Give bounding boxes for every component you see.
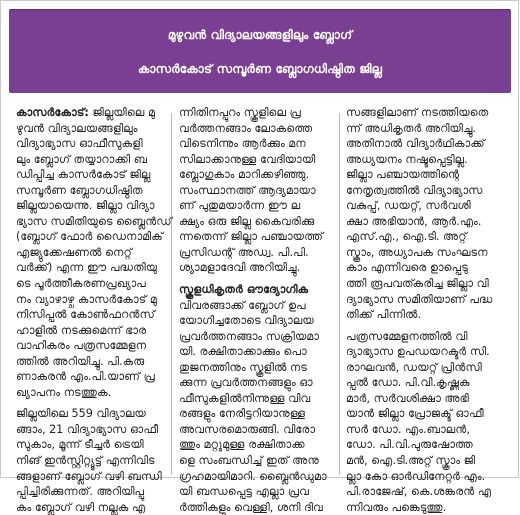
article-text-line <box>16 307 164 323</box>
line-text: പ്രവര്‍ത്തനങ്ങാം സക്രിയമാ <box>179 329 320 343</box>
article-column-3 <box>346 105 506 515</box>
line-text: പി.രാജേഷ്, കെ.ശങ്കരന്‍ എ <box>346 485 492 499</box>
article-text-line <box>179 406 332 422</box>
line-text: ങ്ങാം, 21 വിദ്യാഭ്യാസ ഓഫീ <box>16 422 159 436</box>
line-text: കാം എന്നിവരെ ഉാപ്പെടു <box>346 261 468 275</box>
line-text: (ബ്ലോഗ് ഫോര്‍ ഡൈനാമിക് <box>16 230 163 244</box>
line-text: യി. രക്ഷിതാക്കാക്കും പൊ <box>179 345 307 359</box>
line-text: ക്ഷ്യം ഒരു ജില്ല കൈവരിക്കു <box>179 214 315 228</box>
article-text-line <box>346 183 506 199</box>
article-column-1 <box>16 105 172 515</box>
article-text-line <box>346 167 506 183</box>
line-text: സംസ്ഥാനത്ത് ആദ്യമായാ <box>179 183 316 197</box>
article-text-line <box>179 298 332 314</box>
line-text: പത്രസമ്മേളനത്തില്‍ വി <box>346 329 468 343</box>
article-text-line <box>16 484 164 500</box>
line-text: ദ്യാഭ്യാസ സമിതിയാണ് പദ്ധ <box>346 292 493 306</box>
line-text: ഖ്യാപനം നടത്തുക. <box>16 385 112 399</box>
article-text-line <box>346 469 506 485</box>
article-text-line <box>179 229 332 245</box>
line-text: ണാകരന്‍ എം.പി.യാണ് പ്ര <box>16 370 155 384</box>
line-text: വര്‍ത്തനങ്ങാം ലോകത്തെ <box>179 121 313 135</box>
line-text: ളെ സംബന്ധിച്ച് ഇത് അനു <box>179 454 319 468</box>
line-text: വിദ്യാഭ്യാസ ഓഫീസുകളി <box>16 137 143 151</box>
line-text: വകുപ്പ്, ഡയറ്റ്, സര്‍വശി <box>346 199 471 213</box>
headline-line-1: മുഴുവന്‍ വിദ്യാലയങ്ങളിലും ബ്ലോഗ് <box>167 28 353 42</box>
article-text-line <box>179 152 332 168</box>
article-text-line <box>346 260 506 276</box>
article-text-line <box>179 260 332 276</box>
headline-line-2: കാസര്‍കോട് സമ്പൂര്‍ണ ബ്ലോഗധിഷ്ഠിത ജില്ല <box>137 62 383 76</box>
article-text-line <box>16 385 164 401</box>
article-text-line <box>346 484 506 500</box>
article-text-line <box>16 406 164 422</box>
line-text: ന്നതെന്ന് ജില്ലാ പഞ്ചായത്ത് <box>179 230 324 244</box>
line-text: ജില്ലയിലെ മു <box>88 106 155 119</box>
line-text: അധ്യയനം നഷ്ടപ്പെട്ടില്ല. <box>346 152 468 166</box>
article-text-line <box>16 198 164 214</box>
line-text: എജ്യുക്കേഷണല്‍ നെറ്റ് <box>16 245 132 259</box>
line-text: നേതൃത്വത്തില്‍ വിദ്യാഭ്യാസ <box>346 183 483 197</box>
article-text-line <box>346 105 506 121</box>
line-text: പ്പിച്ചിരിക്കുന്നത്. അറിയിപ്പു <box>16 485 145 499</box>
line-text: വര്‍ക്ക്) എന്ന ഈ പദ്ധതിയു <box>16 261 158 275</box>
line-text: ന്നിവരും പങ്കെടുത്തു. <box>346 500 447 514</box>
article-text-line <box>16 338 164 354</box>
article-text-line <box>16 276 164 292</box>
line-text: ലും ബ്ലോഗ് തയ്യാറാക്കി ബ <box>16 152 148 166</box>
article-text-line <box>346 307 506 323</box>
headline-banner <box>9 9 511 93</box>
article-text-line <box>346 136 506 152</box>
article-text-line <box>179 500 332 515</box>
article-column-2 <box>179 105 332 515</box>
article-text-line <box>16 245 164 261</box>
column-divider <box>339 113 340 475</box>
article-text-line <box>179 214 332 230</box>
article-text-line <box>346 360 506 376</box>
line-text: ത്തും മറ്റുമുള്ള രക്ഷിതാക്ക <box>179 438 305 452</box>
line-text: ഭ്യാസ സമിതിയുടെ ബ്ലൈന്‍ഡ് <box>16 214 172 228</box>
line-text: ഫീസുകളില്‍നിന്നുള്ള വിവ <box>179 391 311 405</box>
article-text-line <box>346 276 506 292</box>
line-text: ന്ന് അധികൃതര്‍ അറിയിച്ചു. <box>346 121 477 135</box>
line-text: പ്രസിഡന്റ് അഡ്വ. പി.പി. <box>179 245 309 259</box>
article-text-line <box>16 183 164 199</box>
line-text: ത്തില്‍ അറിയിച്ചു. പി.കരു <box>16 354 145 368</box>
article-text-line <box>179 360 332 376</box>
line-text: ര്‍ത്തികളും വെള്ളി, ശനി ദിവ <box>179 500 323 514</box>
article-text-line <box>179 453 332 469</box>
article-text-line <box>346 292 506 308</box>
line-text: തുജനത്തിനും സ്കൂളില്‍ നട <box>179 360 307 374</box>
article-text-line <box>346 406 506 422</box>
article-text-line <box>16 469 164 485</box>
line-text: ദ്യാഭ്യാസ ഉപഡയറക്ടര്‍ സി. <box>346 345 490 359</box>
line-text: ഗ്രഹമായിമാറി. ബ്ലൈന്‍ഡുമാ <box>179 469 327 483</box>
line-text: അതിനാല്‍ വിദ്യാര്‍ഥികാക്ക് <box>346 137 485 151</box>
article-text-line <box>179 167 332 183</box>
dateline: കാസര്‍കോട്: <box>16 106 89 119</box>
line-text: ക്കുന്ന പ്രവര്‍ത്തനങ്ങളും ഓ <box>179 376 313 390</box>
article-text-line <box>16 437 164 453</box>
article-text-line <box>16 422 164 438</box>
article-text-line <box>179 375 332 391</box>
article-text-line <box>346 121 506 137</box>
line-text: നിസിപ്പല്‍ കോണ്‍ഫറന്‍സ് <box>16 308 155 322</box>
article-text-line <box>16 152 164 168</box>
article-text-line <box>16 105 164 121</box>
article-text-line <box>346 329 506 345</box>
line-text: ഡോ. പി.വി.പുരുഷോത്ത <box>346 438 474 452</box>
line-text: തിക്ക് പിന്നില്‍. <box>346 308 422 322</box>
article-text-line <box>346 437 506 453</box>
line-text: ന്നിതിനപ്പുറം സ്കൂളിലെ പ്ര <box>179 106 301 119</box>
column-divider <box>171 113 172 475</box>
line-text: ക്ഷാ അഭിയാന്‍, ആര്‍.എം. <box>346 214 482 228</box>
article-text-line <box>179 437 332 453</box>
article-text-line <box>179 422 332 438</box>
article-text-line <box>16 323 164 339</box>
line-text: വിവരങ്ങാക്ക് ബ്ലോഗ് ഉപ <box>179 298 306 312</box>
article-text-line <box>346 214 506 230</box>
article-text-line <box>179 136 332 152</box>
line-text: ജില്ലാ പഞ്ചായത്തിന്റെ <box>346 168 460 182</box>
article-text-line <box>179 282 332 298</box>
line-text: യി ബന്ധപ്പെട്ട എല്ലാ പ്രവ <box>179 485 309 499</box>
line-text: ഴുവന്‍ വിദ്യാലയങ്ങളിലും <box>16 121 138 135</box>
line-text: ജില്ലയായെന്നു. ജില്ലാ വിദ്യാ <box>16 199 155 213</box>
article-text-line <box>179 344 332 360</box>
article-text-line <box>179 121 332 137</box>
article-text-line <box>346 453 506 469</box>
article-text-line <box>16 229 164 245</box>
line-text: നിങ് ഇന്‍സ്റ്റിറ്റ്യൂട്ട് എന്നിവിട <box>16 454 155 468</box>
line-text: യാന്‍ ജില്ലാ പ്രോജക്ട് ഓഫീ <box>346 407 484 421</box>
article-text-line <box>179 183 332 199</box>
line-text: ബ്ലോഗുകാം മാറിക്കഴിഞ്ഞു. <box>179 168 310 182</box>
article-text-line <box>16 121 164 137</box>
line-text: സങ്ങളിലാണ് നടത്തിയതെ <box>346 106 489 119</box>
line-text: ണ് പുതുമയാര്‍ന്ന ഈ ല <box>179 199 301 213</box>
line-text: ഡിപ്പിച്ച കാസര്‍കോട് ജില്ല <box>16 168 151 182</box>
article-text-line <box>16 500 164 515</box>
article-text-line <box>346 500 506 515</box>
line-text: വാഹികരം പത്രസമ്മേളന <box>16 339 147 353</box>
line-text: ശ്യാമളാദേവി അറിയിച്ചു. <box>179 261 301 275</box>
line-text: സര്‍ ഡോ. എം.ബാലന്‍, <box>346 422 470 436</box>
line-text: ല്ലാ കോ ഓര്‍ഡിനേറ്റര്‍ എം. <box>346 469 486 483</box>
line-text: കം ബ്ലോഗ് വഴി നല്ലക എ <box>16 500 146 514</box>
line-text: രങ്ങളും നേരിട്ടറിയാനുള്ള <box>179 407 306 421</box>
article-text-line <box>16 369 164 385</box>
line-text: പ്പല്‍ ഡോ. പി.വി.കൃഷ്ണകു <box>346 376 470 390</box>
line-text: ത്തി രൂപവത്കരിച്ച ജില്ലാ വി <box>346 277 489 291</box>
article-text-line <box>179 198 332 214</box>
line-text: സമ്പൂര്‍ണ ബ്ലോഗധിഷ്ഠിത <box>16 183 143 197</box>
line-text: യോഗിച്ചതോടെ വിദ്യാലയ <box>179 314 314 328</box>
article-text-line <box>179 484 332 500</box>
line-text: സിലാക്കാനുള്ള വേദിയായി <box>179 152 316 166</box>
line-text: ജില്ലയിലെ 559 വിദ്യാലയ <box>16 407 146 421</box>
article-text-line <box>16 136 164 152</box>
article-text-line <box>179 313 332 329</box>
line-text: സ്കൂളധികൃതര്‍ ഔദ്യോഗിക <box>179 283 309 297</box>
line-text: എസ്.എ., ഐ.ടി. അറ്റ് <box>346 230 467 244</box>
article-text-line <box>346 245 506 261</box>
article-text-line <box>346 375 506 391</box>
article-text-line <box>16 453 164 469</box>
article-text-line <box>346 198 506 214</box>
article-text-line <box>16 214 172 230</box>
article-text-line <box>346 229 506 245</box>
article-text-line <box>179 391 332 407</box>
line-text: സ്കൂാം, അധ്യാപക സംഘടന <box>346 245 488 259</box>
line-text: ഹാളില്‍ നടക്കുമെന്ന് ഭാര <box>16 323 147 337</box>
article-text-line <box>16 354 164 370</box>
article-text-line <box>346 344 506 360</box>
line-text: വിടെനിന്നും ആര്‍ക്കും മന <box>179 137 306 151</box>
article-text-line <box>16 260 164 276</box>
line-text: മാര്‍, സര്‍വശിക്ഷാ അഭി <box>346 391 469 405</box>
article-text-line <box>179 329 332 345</box>
article-text-line <box>16 292 164 308</box>
article-body <box>1 105 520 514</box>
line-text: ങ്ങളാണ് ബ്ലോഗ് വഴി ബന്ധി <box>16 469 162 483</box>
article-text-line <box>179 245 332 261</box>
article-text-line <box>16 167 164 183</box>
line-text: രാഘവന്‍, ഡയറ്റ് പ്രിന്‍സി <box>346 360 482 374</box>
article-text-line <box>179 105 332 121</box>
line-text: ടെ പൂര്‍ത്തീകരണപ്രഖ്യാപ <box>16 277 146 291</box>
line-text: നം വ്യാഴാഴ്ച കാസര്‍കോട് മു <box>16 292 157 306</box>
line-text: മന്‍, ഐ.ടി.അറ്റ് സ്കൂാം ജി <box>346 454 476 468</box>
article-text-line <box>346 422 506 438</box>
article-text-line <box>179 469 332 485</box>
line-text: സുകാം, മൂന്ന് ടീച്ചര്‍ ട്രെയി <box>16 438 144 452</box>
line-text: അവസരമൊരുങ്ങി. വിരോ <box>179 422 316 436</box>
article-text-line <box>346 152 506 168</box>
article-text-line <box>346 391 506 407</box>
